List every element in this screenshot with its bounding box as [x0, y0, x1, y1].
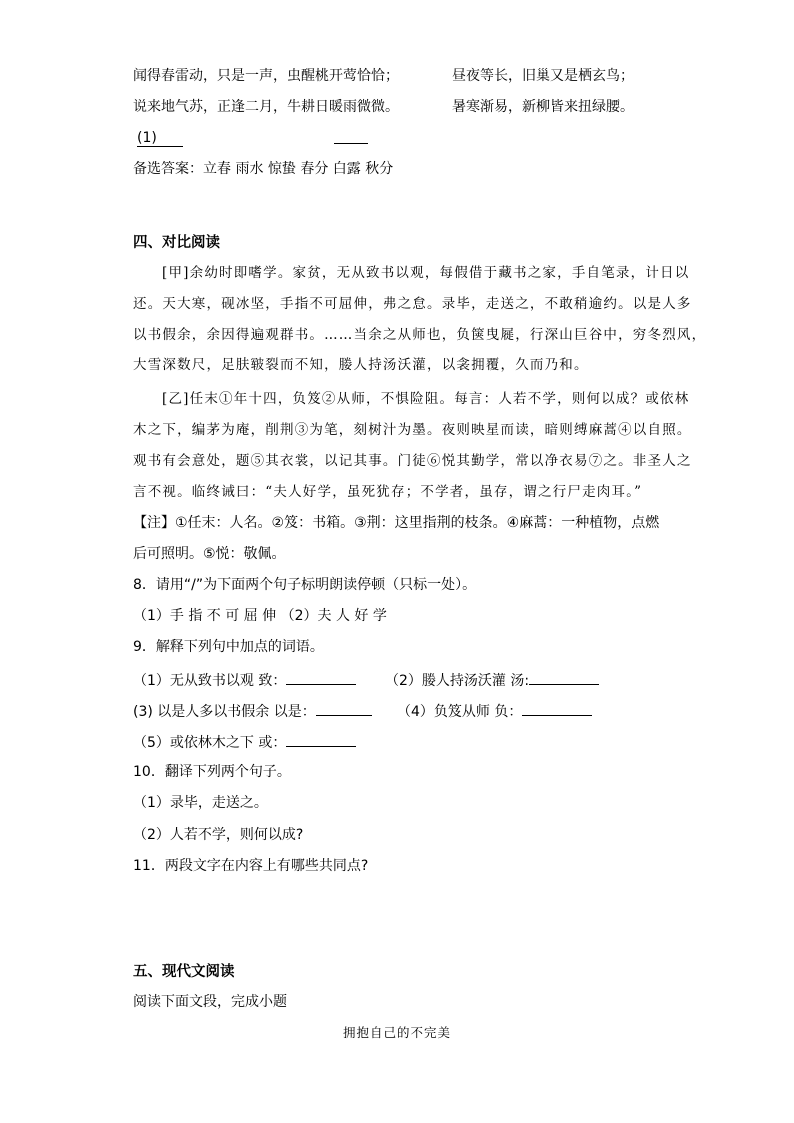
answer-line-2 [334, 128, 368, 150]
q9-blank-4[interactable] [522, 700, 592, 716]
question-8: 8．请用“/”为下面两个句子标明朗读停顿（只标一处）。 [133, 577, 477, 593]
article-title: 拥抱自己的不完美 [342, 1025, 451, 1040]
q9-blank-3[interactable] [316, 700, 372, 716]
poem-right-line-2: 暑寒渐易，新柳皆来扭绿腰。 [452, 99, 634, 115]
question-9-row-3 [133, 731, 356, 753]
q9-item-4: （4）负笈从师 负： [397, 704, 523, 720]
question-10: 10．翻译下列两个句子。 [133, 764, 291, 780]
passage-jia-line: 还。天大寒，砚冰坚，手指不可屈伸，弗之怠。录毕，走送之，不敢稍逾约。以是人多 [133, 296, 692, 312]
answer-blank-2[interactable] [334, 128, 368, 144]
q9-item-1: （1）无从致书以观 致： [133, 673, 287, 689]
question-9-row-1-right [385, 669, 599, 691]
blank-label-1: (1) [137, 130, 183, 147]
q9-blank-1[interactable] [286, 669, 356, 685]
question-10-item-2: （2）人若不学，则何以成? [133, 827, 304, 843]
poem-left-line-2: 说来地气苏，正逢二月，牛耕日暖雨微微。 [133, 99, 399, 115]
question-9: 9．解释下列句中加点的词语。 [133, 639, 324, 655]
passage-jia-line: 以书假余，余因得遍观群书。……当余之从师也，负箧曳屣，行深山巨谷中，穷冬烈风， [133, 327, 707, 343]
passage-jia-line: [甲]余幼时即嗜学。家贫，无从致书以观，每假借于藏书之家，手自笔录，计日以 [162, 265, 690, 281]
question-10-item-1: （1）录毕，走送之。 [133, 795, 268, 811]
section5-heading: 五、现代文阅读 [133, 964, 235, 980]
passage-yi-line: [乙]任末①年十四，负笈②从师，不惧险阻。每言：人若不学，则何以成？或依林 [162, 391, 690, 407]
passage-jia-line: 大雪深数尺，足肤皲裂而不知，媵人持汤沃灌，以衾拥覆，久而乃和。 [133, 357, 589, 373]
passage-yi-line: 言不视。临终诫曰：“夫人好学，虽死犹存；不学者，虽存，谓之行尸走肉耳。” [133, 484, 643, 500]
question-9-row-1 [133, 669, 356, 691]
q9-item-3: (3) 以是人多以书假余 以是： [133, 704, 316, 720]
passage-yi-line: 观书有会意处，题⑤其衣裳，以记其事。门徒⑥悦其勤学，常以净衣易⑦之。非圣人之 [133, 453, 692, 469]
poem-right-line-1: 昼夜等长，旧巢又是栖玄鸟； [452, 68, 634, 84]
q9-blank-5[interactable] [286, 731, 356, 747]
question-9-row-2 [133, 700, 372, 722]
question-11: 11．两段文字在内容上有哪些共同点? [133, 858, 369, 874]
notes-line-2: 后可照明。⑤悦：敬佩。 [133, 546, 286, 562]
notes-line-1: 【注】①任末：人名。②笈：书箱。③荆：这里指荆的枝条。④麻蒿：一种植物，点燃 [133, 515, 660, 531]
options-line: 备选答案：立春 雨水 惊蛰 春分 白露 秋分 [133, 161, 394, 177]
poem-left-line-1: 闻得春雷动，只是一声，虫醒桃开莺恰恰； [133, 68, 399, 84]
section5-instruction: 阅读下面文段，完成小题 [133, 994, 287, 1010]
answer-line-1 [137, 128, 183, 148]
q9-blank-2[interactable] [529, 669, 599, 685]
question-9-row-2-right [397, 700, 592, 722]
q9-item-5: （5）或依林木之下 或： [133, 735, 287, 751]
q9-item-2: （2）媵人持汤沃灌 汤: [385, 673, 530, 689]
question-8-items: （1）手 指 不 可 屈 伸 （2）夫 人 好 学 [133, 608, 387, 624]
section4-heading: 四、对比阅读 [133, 235, 220, 251]
passage-yi-line: 木之下，编茅为庵，削荆③为笔，刻树汁为墨。夜则映星而读，暗则缚麻蒿④以自照。 [133, 422, 692, 438]
